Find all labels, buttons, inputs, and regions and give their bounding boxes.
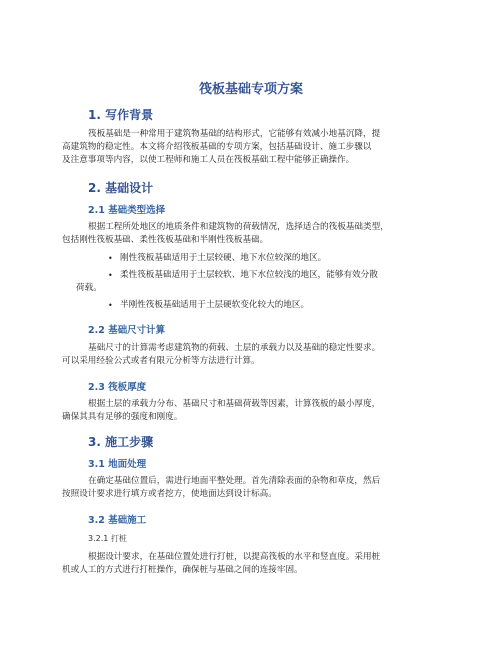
paragraph-line: 可以采用经验公式或者有限元分析等方法进行计算。 [62, 356, 260, 366]
section-2-2-heading: 2.2 基础尺寸计算 [88, 325, 166, 336]
section-3-heading: 3. 施工步骤 [88, 435, 154, 449]
section-2-1-heading: 2.1 基础类型选择 [88, 205, 166, 216]
section-3-1-heading: 3.1 地面处理 [88, 459, 147, 470]
section-1-heading: 1. 写作背景 [88, 108, 154, 122]
paragraph-line: 包括刚性筏板基础、柔性筏板基础和半刚性筏板基础。 [62, 235, 269, 245]
section-3-1-paragraph [62, 475, 440, 501]
section-2-3-heading: 2.3 筏板厚度 [88, 382, 147, 393]
paragraph-line: 根据设计要求，在基础位置处进行打桩，以提高筏板的水平和竖直度。采用桩 [88, 552, 381, 562]
section-3-2-1-paragraph [62, 551, 440, 577]
paragraph-line: 基础尺寸的计算需考虑建筑物的荷载、土层的承载力以及基础的稳定性要求。 [88, 343, 381, 353]
bullet-item: • 刚性筏板基础适用于土层较硬、地下水位较深的地区。 [108, 253, 327, 263]
paragraph-line: 根据工程所处地区的地质条件和建筑物的荷载情况，选择适合的筏板基础类型， [88, 222, 389, 232]
bullet-item: • 半刚性筏板基础适用于土层硬软变化较大的地区。 [108, 300, 310, 310]
bullet-dot-icon: • [108, 301, 113, 310]
section-3-2-1-heading: 3.2.1 打桩 [88, 534, 127, 543]
document-title: 筏板基础专项方案 [198, 82, 303, 97]
bullet-item: • 柔性筏板基础适用于土层较软、地下水位较浅的地区，能够有效分散 [108, 270, 378, 280]
paragraph-line: 高建筑物的稳定性。本文将介绍筏板基础的专项方案，包括基础设计、施工步骤以 [62, 142, 372, 152]
paragraph-line: 机或人工的方式进行打桩操作，确保桩与基础之间的连接牢固。 [62, 565, 303, 575]
bullet-item-continuation: 荷载。 [76, 283, 102, 293]
section-2-2-paragraph [62, 342, 440, 368]
bullet-dot-icon: • [108, 271, 113, 280]
paragraph-line: 按照设计要求进行填方或者挖方，使地面达到设计标高。 [62, 489, 277, 499]
paragraph-line: 确保其具有足够的强度和刚度。 [62, 412, 183, 422]
section-3-2-heading: 3.2 基础施工 [88, 515, 147, 526]
paragraph-line: 及注意事项等内容，以使工程师和施工人员在筏板基础工程中能够正确操作。 [62, 155, 355, 165]
section-2-3-paragraph [62, 398, 440, 424]
paragraph-line: 筏板基础是一种常用于建筑物基础的结构形式，它能够有效减小地基沉降，提 [88, 129, 381, 139]
section-2-1-paragraph [62, 221, 440, 247]
section-1-paragraph [62, 128, 440, 167]
section-2-heading: 2. 基础设计 [88, 181, 154, 195]
paragraph-line: 在确定基础位置后，需进行地面平整处理。首先清除表面的杂物和草皮，然后 [88, 476, 381, 486]
bullet-dot-icon: • [108, 254, 113, 263]
paragraph-line: 根据土层的承载力分布、基础尺寸和基础荷载等因素，计算筏板的最小厚度， [88, 399, 381, 409]
